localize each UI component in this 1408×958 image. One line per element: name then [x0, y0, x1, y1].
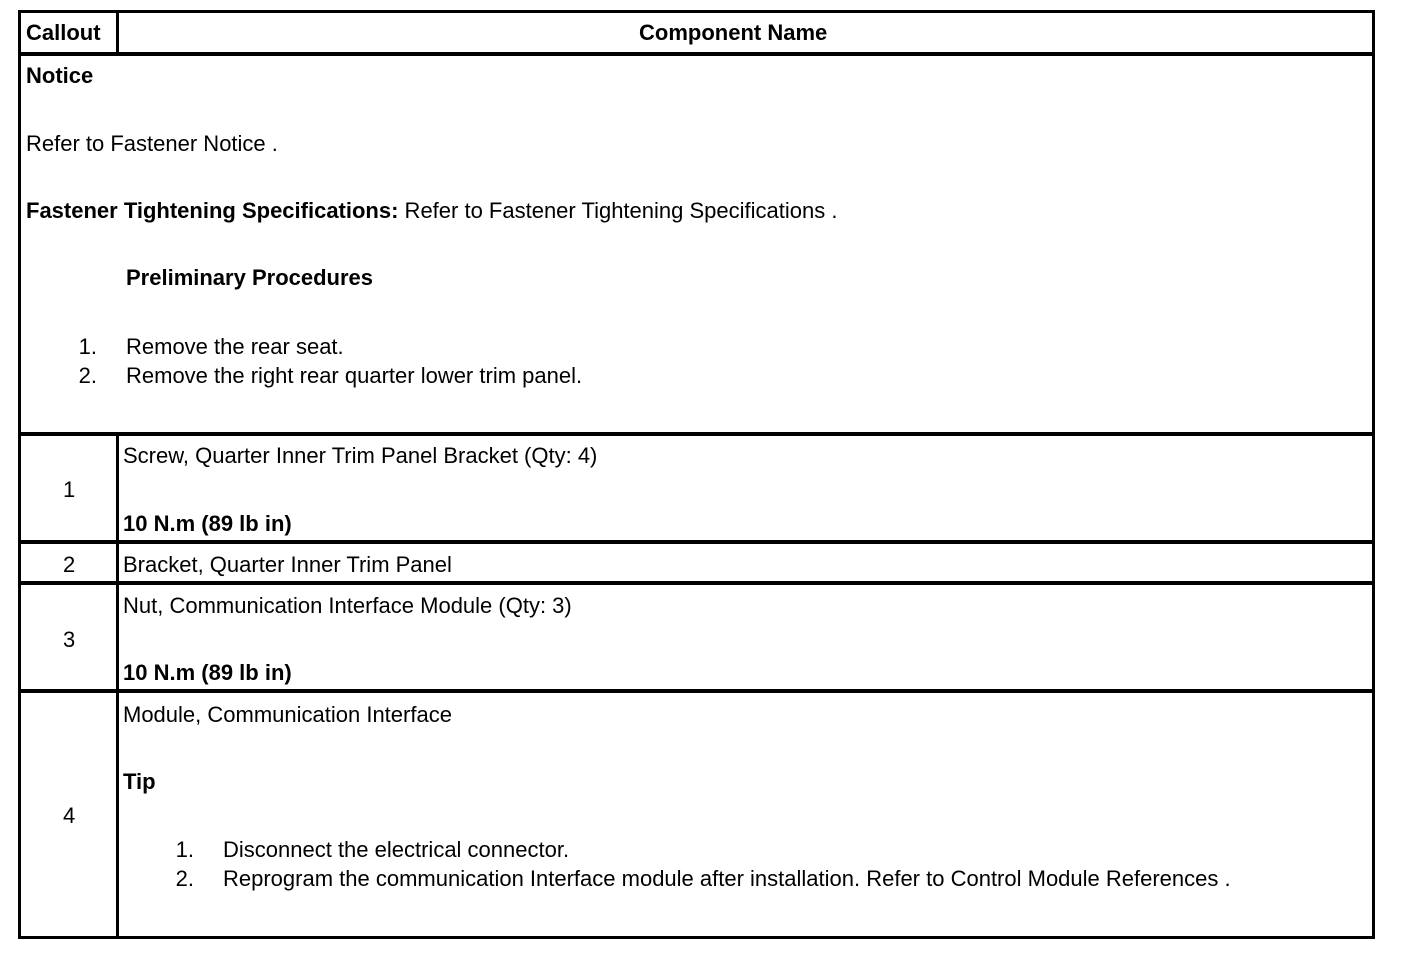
header-callout: Callout [26, 20, 101, 45]
component-name: Nut, Communication Interface Module (Qty: 3) [123, 593, 572, 618]
callout-number: 2 [63, 552, 76, 577]
row-divider [21, 540, 1372, 544]
header-divider [21, 52, 1372, 56]
component-name: Module, Communication Interface [123, 702, 452, 727]
callout-number: 4 [63, 803, 76, 828]
spec-label: Fastener Tightening Specifications: [26, 198, 399, 223]
prelim-step-number: 1. [78, 334, 97, 359]
tip-step-number: 2. [175, 866, 194, 891]
prelim-title: Preliminary Procedures [126, 265, 374, 290]
component-name: Screw, Quarter Inner Trim Panel Bracket (Qty: 4) [123, 443, 598, 468]
tip-step-text: Disconnect the electrical connector. [223, 837, 570, 862]
header-column-divider [116, 13, 119, 53]
notice-text: Refer to Fastener Notice . [26, 131, 278, 156]
callout-number: 1 [63, 477, 76, 502]
component-name: Bracket, Quarter Inner Trim Panel [123, 552, 452, 577]
prelim-step-number: 2. [78, 363, 97, 388]
prelim-step-text: Remove the rear seat. [126, 334, 344, 359]
component-table [18, 10, 1375, 939]
torque-spec: 10 N.m (89 lb in) [123, 511, 292, 536]
intro-divider [21, 432, 1372, 436]
prelim-step-text: Remove the right rear quarter lower trim panel. [126, 363, 583, 388]
torque-spec: 10 N.m (89 lb in) [123, 660, 292, 685]
column-divider [116, 433, 119, 939]
tip-title: Tip [123, 769, 156, 794]
tip-step-number: 1. [175, 837, 194, 862]
header-component-name: Component Name [639, 20, 828, 45]
notice-title: Notice [26, 63, 94, 88]
row-divider [21, 689, 1372, 693]
callout-number: 3 [63, 627, 76, 652]
spec-line [26, 198, 837, 224]
spec-text: Refer to Fastener Tightening Specifications . [398, 198, 838, 223]
tip-step-text: Reprogram the communication Interface module after installation. Refer to Control Module References . [223, 866, 1231, 891]
row-divider [21, 581, 1372, 585]
